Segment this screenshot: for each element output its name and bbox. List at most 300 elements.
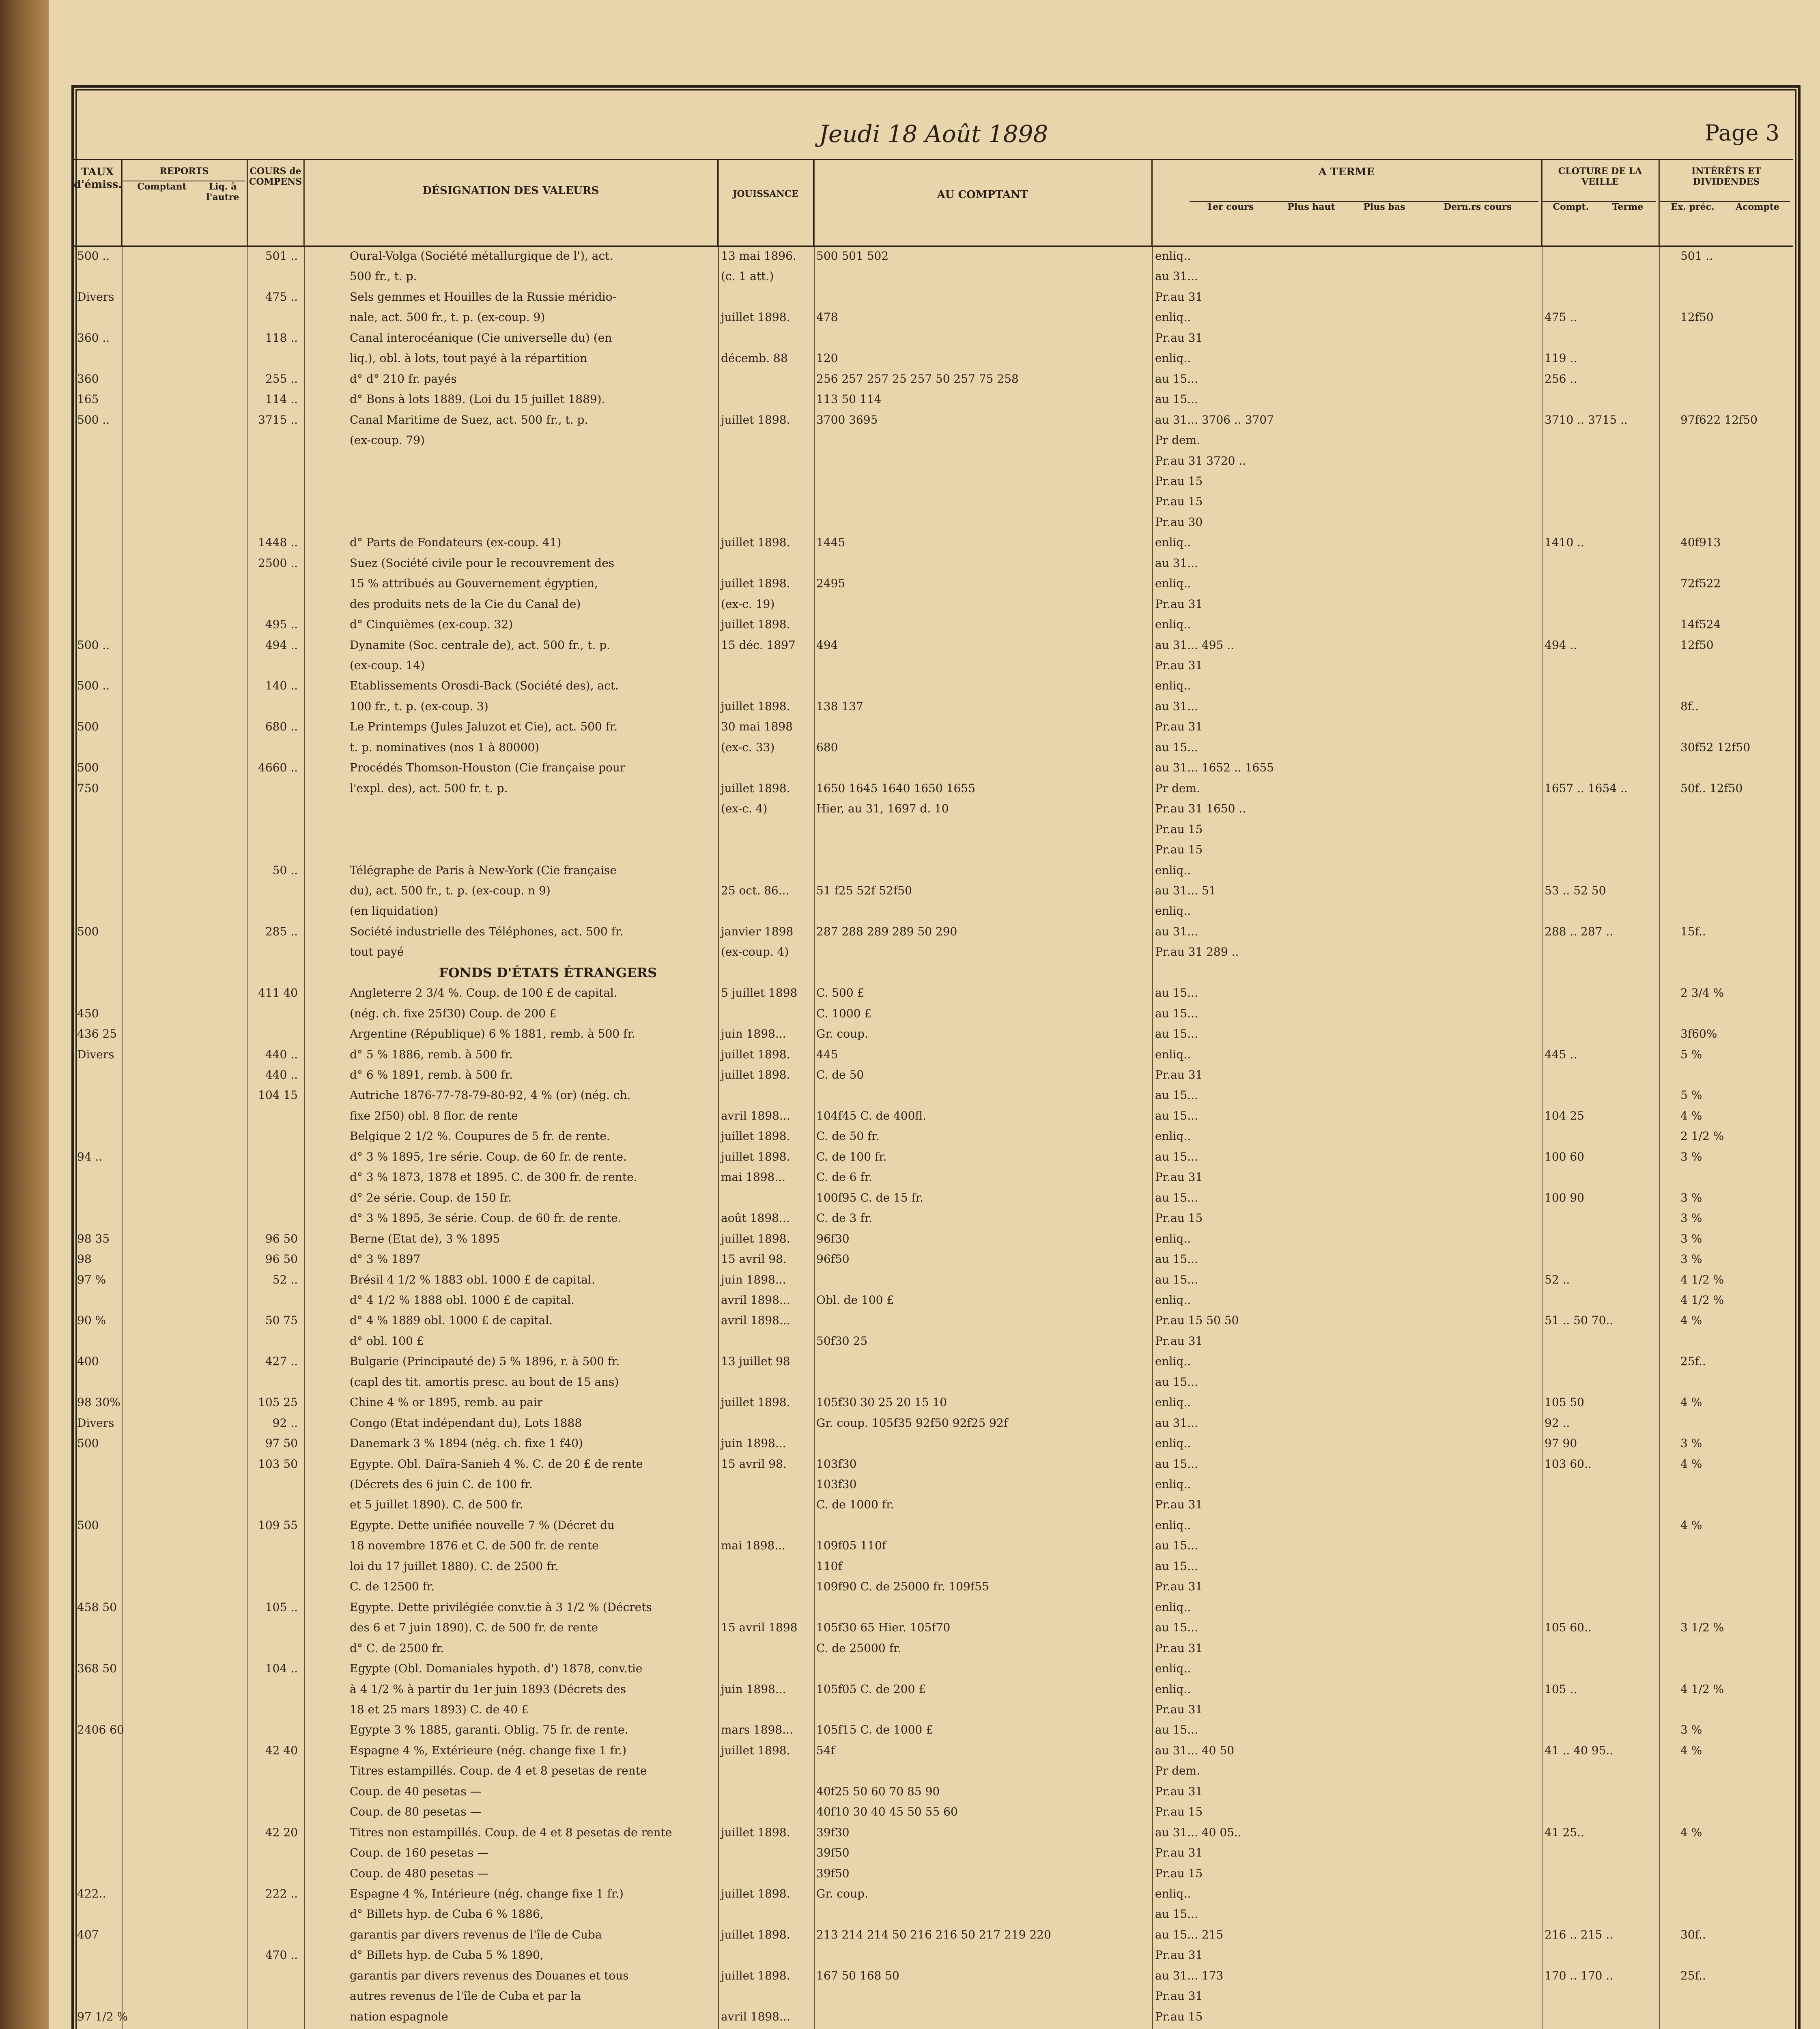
designation-cell bbox=[350, 819, 715, 840]
spot-prices-cell bbox=[816, 512, 1149, 532]
spot-prices-cell: C. 500 £ bbox=[816, 986, 865, 1000]
dividends-cell: 97f622 12f50 bbox=[1680, 413, 1758, 426]
forward-cell: au 15... bbox=[1155, 1191, 1198, 1204]
rate-cell: 97 % bbox=[77, 1273, 106, 1286]
designation-cell: Titres estampillés. Coup. de 4 et 8 pesetas de rente bbox=[350, 1764, 647, 1778]
dividends-cell bbox=[1680, 1597, 1790, 1618]
previous-close-cell bbox=[1545, 963, 1650, 983]
forward-cell: enliq.. bbox=[1155, 536, 1191, 549]
table-row bbox=[74, 553, 1793, 573]
jouissance-cell: juin 1898... bbox=[721, 1027, 786, 1041]
rate-cell: 500 .. bbox=[77, 413, 110, 426]
compensation-price-cell bbox=[248, 1188, 301, 1208]
previous-close-cell: 53 .. 52 50 bbox=[1545, 883, 1606, 897]
table-header bbox=[74, 159, 1793, 247]
designation-cell: Brésil 4 1/2 % 1883 obl. 1000 £ de capital. bbox=[350, 1273, 595, 1286]
spot-prices-cell bbox=[816, 1904, 1149, 1924]
jouissance-cell bbox=[721, 655, 810, 676]
designation-cell: 15 % attribués au Gouvernement égyptien, bbox=[350, 577, 598, 590]
forward-cell: au 15... bbox=[1155, 1907, 1198, 1921]
compensation-price-cell: 92 .. bbox=[272, 1416, 298, 1430]
dividends-cell: 3f60% bbox=[1680, 1027, 1717, 1041]
rate-cell: 98 30% bbox=[77, 1396, 120, 1409]
table-row bbox=[74, 1802, 1793, 1822]
jouissance-cell bbox=[721, 1515, 810, 1536]
forward-cell: Pr.au 31 bbox=[1155, 720, 1203, 734]
designation-cell: autres revenus de l'île de Cuba et par la bbox=[350, 1989, 581, 2003]
forward-cell: au 31... 40 50 bbox=[1155, 1743, 1235, 1757]
designation-cell: Egypte (Obl. Domaniales hypoth. d') 1878, conv.tie bbox=[350, 1662, 643, 1676]
jouissance-cell bbox=[721, 1188, 810, 1208]
dividends-cell bbox=[1680, 799, 1790, 819]
designation-cell: d° 3 % 1895, 3e série. Coup. de 60 fr. de rente. bbox=[350, 1211, 622, 1225]
previous-close-cell: 103 60.. bbox=[1545, 1457, 1592, 1471]
designation-cell: du), act. 500 fr., t. p. (ex-coup. n 9) bbox=[350, 883, 551, 897]
compensation-price-cell bbox=[248, 799, 301, 819]
table-row bbox=[74, 901, 1793, 921]
designation-cell: loi du 17 juillet 1880). C. de 2500 fr. bbox=[350, 1559, 559, 1573]
designation-cell: Espagne 4 %, Extérieure (nég. change fixe 1 fr.) bbox=[350, 1743, 627, 1757]
forward-cell: enliq.. bbox=[1155, 1662, 1191, 1676]
previous-close-cell bbox=[1545, 1781, 1650, 1802]
table-row bbox=[74, 778, 1793, 799]
forward-cell: au 15... bbox=[1155, 1723, 1198, 1737]
spot-prices-cell: Gr. coup. bbox=[816, 1027, 868, 1041]
designation-cell: FONDS D'ÉTATS ÉTRANGERS bbox=[439, 965, 657, 980]
designation-cell: d° 6 % 1891, remb. à 500 fr. bbox=[350, 1068, 513, 1082]
forward-cell: au 31... 51 bbox=[1155, 883, 1216, 897]
dividends-cell bbox=[1680, 1495, 1790, 1515]
compensation-price-cell bbox=[248, 1761, 301, 1781]
forward-cell: Pr.au 31 bbox=[1155, 1948, 1203, 1962]
previous-close-cell bbox=[1545, 1004, 1650, 1024]
spot-prices-cell: 109f05 110f bbox=[816, 1539, 886, 1553]
dividends-cell bbox=[1680, 676, 1790, 696]
designation-cell: Etablissements Orosdi-Back (Société des), act. bbox=[350, 679, 619, 693]
jouissance-cell: avril 1898... bbox=[721, 1109, 790, 1122]
dividends-cell bbox=[1680, 1065, 1790, 1085]
page-header bbox=[71, 118, 1796, 150]
compensation-price-cell bbox=[248, 1638, 301, 1659]
rate-cell bbox=[77, 840, 122, 860]
dividends-cell: 30f.. bbox=[1680, 1928, 1706, 1941]
rate-cell: 500 bbox=[77, 761, 99, 775]
designation-cell: Espagne 4 %, Intérieure (nég. change fixe 1 fr.) bbox=[350, 1887, 624, 1901]
jouissance-cell bbox=[721, 451, 810, 471]
rate-cell: 422.. bbox=[77, 1887, 106, 1901]
compensation-price-cell bbox=[248, 1577, 301, 1597]
spot-prices-cell: 3700 3695 bbox=[816, 413, 878, 426]
rate-cell: 500 bbox=[77, 1518, 99, 1532]
spot-prices-cell bbox=[816, 1085, 1149, 1105]
table-row bbox=[74, 1004, 1793, 1024]
forward-cell: au 15... bbox=[1155, 1088, 1198, 1102]
forward-cell: enliq.. bbox=[1155, 1682, 1191, 1696]
designation-cell: Canal interocéanique (Cie universelle du) (en bbox=[350, 331, 612, 345]
compensation-price-cell bbox=[248, 963, 301, 983]
table-row bbox=[74, 881, 1793, 901]
jouissance-cell: juillet 1898. bbox=[721, 1887, 790, 1901]
jouissance-cell bbox=[721, 430, 810, 450]
col-int-prec: Ex. préc. bbox=[1660, 201, 1725, 212]
dividends-cell bbox=[1680, 389, 1790, 409]
previous-close-cell bbox=[1545, 1945, 1650, 1965]
col-int-acompte: Acompte bbox=[1725, 201, 1790, 212]
spot-prices-cell: 103f30 bbox=[816, 1457, 857, 1471]
designation-cell: d° Cinquièmes (ex-coup. 32) bbox=[350, 618, 513, 631]
spot-prices-cell bbox=[816, 2027, 1149, 2029]
rate-cell: 97 1/2 % bbox=[77, 2010, 128, 2023]
dividends-cell bbox=[1680, 717, 1790, 737]
compensation-price-cell bbox=[248, 451, 301, 471]
rate-cell: 500 .. bbox=[77, 638, 110, 652]
compensation-price-cell bbox=[248, 1024, 301, 1044]
previous-close-cell bbox=[1545, 1659, 1650, 1679]
rate-cell bbox=[77, 901, 122, 921]
table-row bbox=[74, 1433, 1793, 1454]
spot-prices-cell bbox=[816, 901, 1149, 921]
forward-cell: Pr.au 15 bbox=[1155, 843, 1203, 857]
designation-cell: 18 novembre 1876 et C. de 500 fr. de rente bbox=[350, 1539, 599, 1553]
compensation-price-cell bbox=[248, 430, 301, 450]
spot-prices-cell bbox=[816, 942, 1149, 962]
forward-cell: Pr.au 31 bbox=[1155, 1170, 1203, 1184]
dividends-cell: 14f524 bbox=[1680, 618, 1721, 631]
rate-cell bbox=[77, 1863, 122, 1884]
dividends-cell bbox=[1680, 1904, 1790, 1924]
previous-close-cell bbox=[1545, 1085, 1650, 1105]
table-row bbox=[74, 635, 1793, 655]
rate-cell bbox=[77, 1638, 122, 1659]
designation-cell: d° 5 % 1886, remb. à 500 fr. bbox=[350, 1047, 513, 1061]
forward-cell: au 31... 3706 .. 3707 bbox=[1155, 413, 1274, 426]
table-row bbox=[74, 491, 1793, 512]
col-cloture: CLOTURE DE LA VEILLE bbox=[1542, 160, 1659, 246]
previous-close-cell bbox=[1545, 758, 1650, 778]
previous-close-cell bbox=[1545, 614, 1650, 635]
designation-cell: 100 fr., t. p. (ex-coup. 3) bbox=[350, 699, 488, 713]
dividends-cell: 8f.. bbox=[1680, 699, 1699, 713]
forward-cell: enliq.. bbox=[1155, 577, 1191, 590]
jouissance-cell: avril 1898... bbox=[721, 1314, 790, 1327]
rate-cell: Divers bbox=[77, 1416, 114, 1430]
rate-cell bbox=[77, 1966, 122, 1986]
previous-close-cell: 105 60.. bbox=[1545, 1621, 1592, 1635]
jouissance-cell: (ex-c. 19) bbox=[721, 597, 775, 611]
spot-prices-cell: 213 214 214 50 216 216 50 217 219 220 bbox=[816, 1928, 1051, 1941]
previous-close-cell: 119 .. bbox=[1545, 351, 1577, 365]
dividends-cell bbox=[1680, 758, 1790, 778]
compensation-price-cell: 103 50 bbox=[258, 1457, 298, 1471]
compensation-price-cell: 109 55 bbox=[258, 1518, 298, 1532]
compensation-price-cell: 1448 .. bbox=[258, 536, 298, 549]
dividends-cell bbox=[1680, 451, 1790, 471]
table-row bbox=[74, 1208, 1793, 1228]
dividends-cell: 2 1/2 % bbox=[1680, 1129, 1724, 1143]
spot-prices-cell bbox=[816, 491, 1149, 512]
dividends-cell bbox=[1680, 1945, 1790, 1965]
compensation-price-cell: 3715 .. bbox=[258, 413, 298, 426]
forward-cell: au 31... 173 bbox=[1155, 1969, 1224, 1982]
previous-close-cell: 41 .. 40 95.. bbox=[1545, 1743, 1613, 1757]
rate-cell bbox=[77, 1556, 122, 1577]
forward-cell: Pr.au 15 bbox=[1155, 474, 1203, 488]
compensation-price-cell: 495 .. bbox=[265, 618, 298, 631]
rate-cell bbox=[77, 573, 122, 594]
dividends-cell: 5 % bbox=[1680, 1047, 1702, 1061]
spot-prices-cell bbox=[816, 840, 1149, 860]
designation-cell: (ex-coup. 14) bbox=[350, 659, 425, 672]
forward-cell: enliq.. bbox=[1155, 1396, 1191, 1409]
spot-prices-cell bbox=[816, 1372, 1149, 1392]
previous-close-cell bbox=[1545, 246, 1650, 266]
forward-cell: Pr dem. bbox=[1155, 781, 1200, 795]
spot-prices-cell bbox=[816, 676, 1149, 696]
dividends-cell bbox=[1680, 840, 1790, 860]
designation-cell: d° 3 % 1873, 1878 et 1895. C. de 300 fr. de rente. bbox=[350, 1170, 637, 1184]
designation-cell: (Décrets des 6 juin C. de 100 fr. bbox=[350, 1478, 533, 1491]
designation-cell: des produits nets de la Cie du Canal de) bbox=[350, 597, 581, 611]
table-row bbox=[74, 1720, 1793, 1740]
table-row bbox=[74, 717, 1793, 737]
rate-cell bbox=[77, 1372, 122, 1392]
forward-cell: au 31... bbox=[1155, 556, 1198, 570]
jouissance-cell bbox=[721, 758, 810, 778]
forward-cell: enliq.. bbox=[1155, 1437, 1191, 1450]
previous-close-cell: 288 .. 287 .. bbox=[1545, 924, 1613, 938]
rate-cell bbox=[77, 1802, 122, 1822]
forward-cell: enliq.. bbox=[1155, 1047, 1191, 1061]
table-row bbox=[74, 1986, 1793, 2006]
designation-cell: Coup. de 80 pesetas — bbox=[350, 1805, 482, 1819]
table-row bbox=[74, 573, 1793, 594]
rate-cell: 400 bbox=[77, 1355, 99, 1368]
jouissance-cell bbox=[721, 512, 810, 532]
forward-cell: au 15... bbox=[1155, 1457, 1198, 1471]
rate-cell bbox=[77, 471, 122, 491]
designation-cell: Dynamite (Soc. centrale de), act. 500 fr., t. p. bbox=[350, 638, 610, 652]
compensation-price-cell: 42 20 bbox=[265, 1825, 298, 1839]
rate-cell: Divers bbox=[77, 290, 114, 304]
jouissance-cell bbox=[721, 1904, 810, 1924]
compensation-price-cell: 222 .. bbox=[265, 1887, 298, 1901]
designation-cell: Egypte. Dette unifiée nouvelle 7 % (Décret du bbox=[350, 1518, 615, 1532]
dividends-cell bbox=[1680, 1884, 1790, 1904]
compensation-price-cell: 494 .. bbox=[265, 638, 298, 652]
compensation-price-cell: 501 .. bbox=[265, 249, 298, 263]
spot-prices-cell bbox=[816, 287, 1149, 307]
rate-cell bbox=[77, 860, 122, 881]
compensation-price-cell bbox=[248, 819, 301, 840]
spot-prices-cell: 2495 bbox=[816, 577, 845, 590]
designation-cell bbox=[350, 491, 715, 512]
forward-cell: au 15... bbox=[1155, 392, 1198, 406]
rate-cell bbox=[77, 1331, 122, 1351]
forward-cell: enliq.. bbox=[1155, 1887, 1191, 1901]
previous-close-cell bbox=[1545, 901, 1650, 921]
table-row bbox=[74, 1126, 1793, 1146]
table-row bbox=[74, 1167, 1793, 1187]
forward-cell: Pr.au 31 bbox=[1155, 1580, 1203, 1594]
jouissance-cell bbox=[721, 860, 810, 881]
rate-cell bbox=[77, 1065, 122, 1085]
table-row bbox=[74, 696, 1793, 717]
spot-prices-cell: 100f95 C. de 15 fr. bbox=[816, 1191, 924, 1204]
rate-cell bbox=[77, 512, 122, 532]
jouissance-cell: juillet 1898. bbox=[721, 1129, 790, 1143]
previous-close-cell bbox=[1545, 1024, 1650, 1044]
forward-cell: enliq.. bbox=[1155, 310, 1191, 324]
designation-cell bbox=[350, 471, 715, 491]
rate-cell bbox=[77, 1167, 122, 1187]
spot-prices-cell bbox=[816, 1945, 1149, 1965]
col-taux: TAUX d'émiss. bbox=[74, 160, 122, 246]
col-liq: Liq. à l'autre bbox=[200, 181, 245, 202]
jouissance-cell bbox=[721, 1843, 810, 1863]
designation-cell: Congo (Etat indépendant du), Lots 1888 bbox=[350, 1416, 582, 1430]
forward-cell: Pr.au 15 bbox=[1155, 1211, 1203, 1225]
dividends-cell bbox=[1680, 369, 1790, 389]
compensation-price-cell bbox=[248, 471, 301, 491]
previous-close-cell bbox=[1545, 512, 1650, 532]
dividends-cell bbox=[1680, 430, 1790, 450]
table-row bbox=[74, 1474, 1793, 1495]
table-row bbox=[74, 1822, 1793, 1843]
jouissance-cell: janvier 1898 bbox=[721, 924, 794, 938]
compensation-price-cell bbox=[248, 1781, 301, 1802]
forward-cell: au 15... bbox=[1155, 1027, 1198, 1041]
spot-prices-cell bbox=[816, 655, 1149, 676]
previous-close-cell bbox=[1545, 1761, 1650, 1781]
spot-prices-cell bbox=[816, 963, 1149, 983]
rate-cell bbox=[77, 1495, 122, 1515]
forward-cell: Pr.au 31 bbox=[1155, 1068, 1203, 1082]
table-row bbox=[74, 1945, 1793, 1965]
previous-close-cell: 475 .. bbox=[1545, 310, 1577, 324]
rate-cell bbox=[77, 1577, 122, 1597]
spot-prices-cell: 680 bbox=[816, 740, 838, 754]
dividends-cell bbox=[1680, 491, 1790, 512]
table-row bbox=[74, 983, 1793, 1003]
spot-prices-cell: C. de 6 fr. bbox=[816, 1170, 872, 1184]
jouissance-cell bbox=[721, 1761, 810, 1781]
previous-close-cell bbox=[1545, 1372, 1650, 1392]
designation-cell bbox=[350, 451, 715, 471]
table-row bbox=[74, 1863, 1793, 1884]
designation-cell: d° 4 1/2 % 1888 obl. 1000 £ de capital. bbox=[350, 1293, 575, 1307]
jouissance-cell: juillet 1898. bbox=[721, 618, 790, 631]
designation-cell: d° C. de 2500 fr. bbox=[350, 1641, 444, 1655]
col-cloture-compt: Compt. bbox=[1542, 201, 1599, 212]
dividends-cell: 3 % bbox=[1680, 1211, 1702, 1225]
jouissance-cell: mars 1898... bbox=[721, 1723, 793, 1737]
jouissance-cell bbox=[721, 963, 810, 983]
previous-close-cell bbox=[1545, 655, 1650, 676]
table-row bbox=[74, 1577, 1793, 1597]
previous-close-cell: 1410 .. bbox=[1545, 536, 1584, 549]
forward-cell: au 31... bbox=[1155, 269, 1198, 283]
designation-cell: d° 3 % 1897 bbox=[350, 1252, 421, 1266]
jouissance-cell: (ex-c. 4) bbox=[721, 802, 768, 816]
dividends-cell bbox=[1680, 1802, 1790, 1822]
designation-cell: d° 2e série. Coup. de 150 fr. bbox=[350, 1191, 512, 1204]
spot-prices-cell bbox=[816, 2007, 1149, 2027]
rate-cell bbox=[77, 983, 122, 1003]
table-row bbox=[74, 1085, 1793, 1105]
previous-close-cell bbox=[1545, 1126, 1650, 1146]
previous-close-cell bbox=[1545, 1167, 1650, 1187]
previous-close-cell bbox=[1545, 1577, 1650, 1597]
compensation-price-cell bbox=[248, 1802, 301, 1822]
jouissance-cell: juillet 1898. bbox=[721, 1047, 790, 1061]
previous-close-cell bbox=[1545, 1515, 1650, 1536]
designation-cell: Sels gemmes et Houilles de la Russie méridio- bbox=[350, 290, 617, 304]
forward-cell: enliq.. bbox=[1155, 863, 1191, 877]
jouissance-cell: 13 juillet 98 bbox=[721, 1355, 790, 1368]
compensation-price-cell bbox=[248, 1106, 301, 1126]
jouissance-cell bbox=[721, 1331, 810, 1351]
table-row bbox=[74, 1556, 1793, 1577]
forward-cell: Pr.au 31 bbox=[1155, 597, 1203, 611]
jouissance-cell: juin 1898... bbox=[721, 1682, 786, 1696]
jouissance-cell: 5 juillet 1898 bbox=[721, 986, 798, 1000]
jouissance-cell: juillet 1898. bbox=[721, 1743, 790, 1757]
compensation-price-cell: 427 .. bbox=[265, 1355, 298, 1368]
dividends-cell: 3 1/2 % bbox=[1680, 1621, 1724, 1635]
forward-cell: enliq.. bbox=[1155, 904, 1191, 918]
forward-cell: enliq.. bbox=[1155, 1518, 1191, 1532]
table-row bbox=[74, 1290, 1793, 1310]
compensation-price-cell bbox=[248, 1208, 301, 1228]
compensation-price-cell: 105 .. bbox=[265, 1600, 298, 1614]
spot-prices-cell: 500 501 502 bbox=[816, 249, 889, 263]
col-plus-bas: Plus bas bbox=[1352, 201, 1417, 212]
page-date: Jeudi 18 Août 1898 bbox=[819, 120, 1048, 148]
rate-cell: 500 bbox=[77, 720, 99, 734]
table-row bbox=[74, 1659, 1793, 1679]
designation-cell: nale, act. 500 fr., t. p. (ex-coup. 9) bbox=[350, 310, 545, 324]
jouissance-cell bbox=[721, 1945, 810, 1965]
previous-close-cell: 216 .. 215 .. bbox=[1545, 1928, 1613, 1941]
table-row bbox=[74, 1229, 1793, 1249]
forward-cell: enliq.. bbox=[1155, 1355, 1191, 1368]
spot-prices-cell bbox=[816, 1270, 1149, 1290]
designation-cell: d° Bons à lots 1889. (Loi du 15 juillet 1889). bbox=[350, 392, 605, 406]
forward-cell: au 15... bbox=[1155, 986, 1198, 1000]
table-row bbox=[74, 369, 1793, 389]
rate-cell bbox=[77, 1986, 122, 2006]
designation-cell: Télégraphe de Paris à New-York (Cie française bbox=[350, 863, 617, 877]
designation-cell: Coup. de 40 pesetas — bbox=[350, 1784, 482, 1798]
table-row bbox=[74, 1454, 1793, 1474]
dividends-cell bbox=[1680, 1699, 1790, 1720]
dividends-cell: 5 % bbox=[1680, 1088, 1702, 1102]
compensation-price-cell bbox=[248, 1904, 301, 1924]
compensation-price-cell: 50 75 bbox=[265, 1314, 298, 1327]
forward-cell: Pr.au 31 bbox=[1155, 659, 1203, 672]
previous-close-cell: 92 .. bbox=[1545, 1416, 1570, 1430]
newspaper-page bbox=[49, 0, 1820, 2029]
dividends-cell bbox=[1680, 881, 1790, 901]
jouissance-cell bbox=[721, 1802, 810, 1822]
jouissance-cell bbox=[721, 369, 810, 389]
compensation-price-cell bbox=[248, 1004, 301, 1024]
compensation-price-cell bbox=[248, 1495, 301, 1515]
previous-close-cell: 100 60 bbox=[1545, 1150, 1584, 1163]
table-row bbox=[74, 1638, 1793, 1659]
previous-close-cell bbox=[1545, 819, 1650, 840]
dividends-cell: 4 % bbox=[1680, 1314, 1702, 1327]
